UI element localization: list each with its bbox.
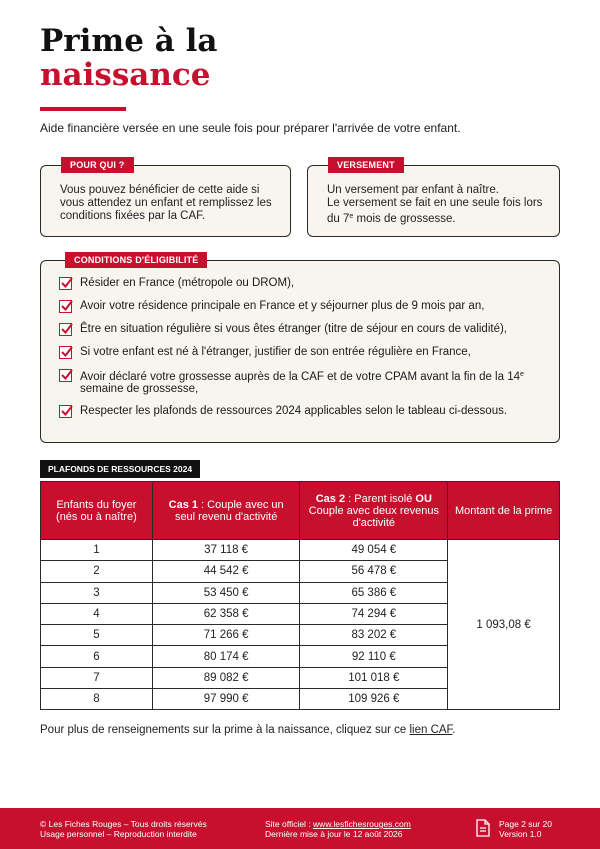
footer-legal	[40, 819, 207, 839]
checked-box-icon	[59, 369, 72, 382]
condition-text: Résider en France (métropole ou DROM),	[80, 277, 295, 289]
condition-item	[59, 300, 554, 313]
cell-cas-2: 92 110 €	[300, 646, 448, 667]
cell-cas-1: 37 118 €	[152, 540, 300, 561]
cell-cas-1: 97 990 €	[152, 689, 300, 710]
condition-item	[59, 405, 554, 418]
ressources-table	[40, 481, 560, 710]
pour-qui-box	[40, 160, 291, 237]
cell-cas-1: 62 358 €	[152, 603, 300, 624]
table-header-row	[41, 482, 560, 540]
page-title	[40, 24, 217, 92]
header-enfants: Enfants du foyer (nés ou à naître)	[41, 482, 153, 540]
header-cas-2-bold: Cas 2	[315, 492, 346, 505]
header-cas-1	[152, 482, 300, 540]
cell-cas-1: 89 082 €	[152, 667, 300, 688]
footer-site	[265, 819, 411, 839]
cell-montant-prime: 1 093,08 €	[448, 540, 560, 710]
title-underline	[40, 107, 126, 111]
more-info-end: .	[452, 724, 456, 736]
header-cas-1-bold: Cas 1	[168, 498, 198, 511]
cell-enfants: 3	[41, 582, 153, 603]
versement-sup: e	[349, 213, 354, 220]
header-cas-2-rest: Couple avec deux revenus d'activité	[308, 504, 439, 529]
footer-usage: Usage personnel – Reproduction interdite	[40, 829, 197, 839]
condition-text: Être en situation régulière si vous êtes étranger (titre de séjour en cours de validité),	[80, 323, 507, 335]
condition-text: Respecter les plafonds de ressources 2024 applicables selon le tableau ci-dessous.	[80, 405, 508, 417]
pour-qui-text: Vous pouvez bénéficier de cette aide si vous attendez un enfant et remplissez les conditions fixées par la CAF.	[60, 184, 272, 222]
condition-item	[59, 323, 554, 336]
versement-line-1: Un versement par enfant à naître.	[327, 184, 499, 196]
cell-cas-2: 101 018 €	[300, 667, 448, 688]
condition-text-a: Avoir déclaré votre grossesse auprès de la CAF et de votre CPAM avant la fin de la 14	[80, 371, 520, 383]
cell-cas-1: 44 542 €	[152, 561, 300, 582]
more-info-prefix: Pour plus de renseignements sur la prime à la naissance, cliquez sur ce	[40, 724, 410, 736]
checked-box-icon	[59, 323, 72, 336]
cell-cas-2: 65 386 €	[300, 582, 448, 603]
footer-version: Version 1.0	[499, 829, 542, 839]
condition-sup: e	[520, 371, 524, 378]
footer-site-line	[265, 819, 411, 829]
condition-text-b: semaine de grossesse,	[80, 383, 199, 395]
document-icon	[476, 819, 490, 839]
cell-enfants: 5	[41, 625, 153, 646]
cell-cas-2: 83 202 €	[300, 625, 448, 646]
condition-item	[59, 277, 554, 290]
footer-page: Page 2 sur 20	[499, 819, 552, 829]
header-cas-2-text: : Parent isolé	[345, 492, 416, 505]
cell-enfants: 4	[41, 603, 153, 624]
conditions-box	[40, 255, 560, 443]
versement-line-2-a: Le versement se fait en une seule fois lors du 7	[327, 197, 543, 225]
cell-cas-2: 109 926 €	[300, 689, 448, 710]
header-cas-2	[300, 482, 448, 540]
cell-enfants: 2	[41, 561, 153, 582]
condition-item	[59, 346, 554, 359]
cell-cas-2: 74 294 €	[300, 603, 448, 624]
cell-enfants: 7	[41, 667, 153, 688]
header-cas-1-text: : Couple avec un seul revenu d'activité	[174, 498, 284, 523]
pour-qui-tag: POUR QUI ?	[61, 157, 134, 173]
versement-line-2	[327, 197, 552, 226]
intro-text: Aide financière versée en une seule fois pour préparer l'arrivée de votre enfant.	[40, 121, 461, 135]
cell-cas-1: 71 266 €	[152, 625, 300, 646]
title-line-2: naissance	[40, 57, 211, 93]
footer-copyright: © Les Fiches Rouges – Tous droits réservés	[40, 819, 207, 829]
title-line-1: Prime à la	[40, 23, 218, 59]
footer-site-link[interactable]: www.lesfichesrouges.com	[313, 819, 411, 829]
versement-line-2-b: mois de grossesse.	[353, 213, 456, 225]
more-info-text	[40, 724, 456, 736]
condition-text: Si votre enfant est né à l'étranger, justifier de son entrée régulière en France,	[80, 346, 471, 358]
header-cas-2-ou: OU	[415, 492, 432, 505]
page-footer	[0, 808, 600, 849]
checked-box-icon	[59, 346, 72, 359]
checked-box-icon	[59, 277, 72, 290]
footer-site-prefix: Site officiel :	[265, 819, 314, 829]
conditions-list	[59, 277, 554, 428]
condition-text: Avoir votre résidence principale en France et y séjourner plus de 9 mois par an,	[80, 300, 485, 312]
versement-tag: VERSEMENT	[328, 157, 404, 173]
cell-cas-1: 53 450 €	[152, 582, 300, 603]
condition-text	[80, 369, 554, 395]
condition-item	[59, 369, 554, 395]
header-montant: Montant de la prime	[448, 482, 560, 540]
footer-updated: Dernière mise à jour le 12 août 2026	[265, 829, 403, 839]
cell-cas-2: 56 478 €	[300, 561, 448, 582]
versement-text	[327, 184, 552, 226]
cell-enfants: 8	[41, 689, 153, 710]
caf-link[interactable]: lien CAF	[409, 724, 453, 736]
versement-box	[307, 160, 560, 237]
cell-cas-2: 49 054 €	[300, 540, 448, 561]
checked-box-icon	[59, 405, 72, 418]
table-label: PLAFONDS DE RESSOURCES 2024	[40, 460, 200, 478]
table-row	[41, 540, 560, 561]
footer-page-info	[499, 819, 552, 839]
cell-enfants: 6	[41, 646, 153, 667]
cell-enfants: 1	[41, 540, 153, 561]
checked-box-icon	[59, 300, 72, 313]
cell-cas-1: 80 174 €	[152, 646, 300, 667]
conditions-tag: CONDITIONS D'ÉLIGIBILITÉ	[65, 252, 207, 268]
